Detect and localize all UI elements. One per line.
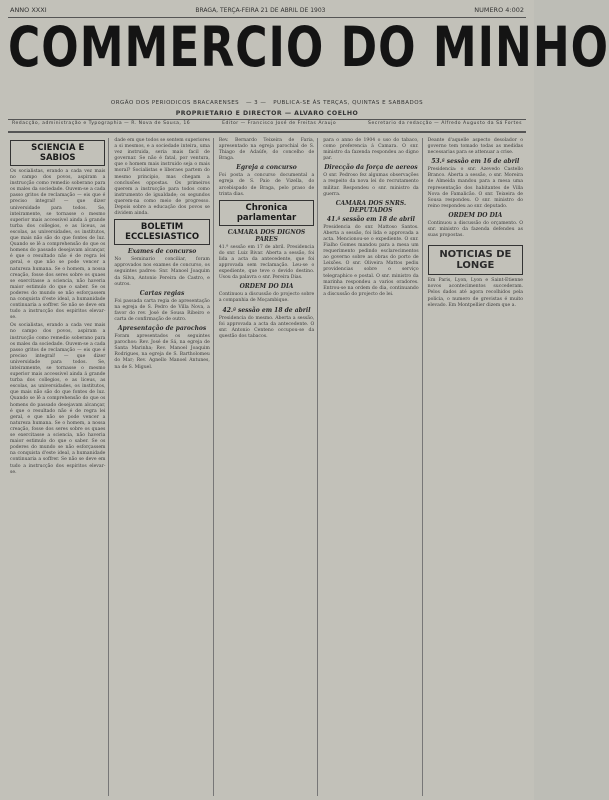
issue-number: NUMERO 4:002 <box>474 6 524 14</box>
article-text: No Seminario conciliar, foram approvados nos exames de concurso, os seguintes padres: Snr. Manoel Joaquim da Silva, Antonio Pereira de Castro, e outros. <box>114 257 210 287</box>
column-5 <box>428 138 526 796</box>
mid-rule <box>8 119 526 120</box>
heading-sciencia: SCIENCIA E SABIOS <box>10 140 105 166</box>
subheading-ordem: ORDEM DO DIA <box>239 283 294 291</box>
article-text: para o anno de 1904 o uso do tabaco, como preferencia á Camara. O snr. ministro da fazenda respondeu ao digno par. <box>323 138 419 162</box>
editor-text: Editor — Francisco José de Freitas Araujo <box>222 121 337 126</box>
office-text: Redacção, administração e Typographia — R. Nova de Sousa, 16 <box>12 121 191 126</box>
article-text: Deante d'aquelle aspecto desolador o governo tem tomado todas as medidas necessarias para se attenuar a crise. <box>427 138 524 156</box>
article-text: Foi passada carta regia de apresentação na egreja de S. Pedro de Villa Nova, a favor do rev. José de Sousa Ribeiro e carta de confirmação de outro. <box>114 298 210 322</box>
article-text: dade em que todos se sentem superiores a si mesmos, e a sociedade inteira, uma vez instruida, seria mais facil de governar. Se não é fatal, por ventura, que o homem mais instruido seja o mais moral? Socialistas e liberaes partem do mesmo principio, mas chegam a conclusões oppostas. Os primeiros querem a instrucção para todos como instrumento de igualdade; os segundos querem-na como meio de progresso. Depois sobre a educação dos povos se dividem ainda. <box>114 138 210 217</box>
article-text: Continuou a discussão do orçamento. O snr. ministro da fazenda defendeu as suas propostas. <box>427 220 524 239</box>
dateline: BRAGA, TERÇA-FEIRA 21 DE ABRIL DE 1903 <box>195 6 326 14</box>
year-label: ANNO XXXI <box>10 6 47 14</box>
subheading-direccao: Direcção da força de aereos <box>324 164 418 172</box>
column-4 <box>323 138 422 796</box>
organ-dash: — 3 — <box>245 100 267 106</box>
header-topline <box>10 4 524 16</box>
article-text: Presidencia: o snr. Azevedo Castello Branco. Aberta a sessão, o snr. Moreira de Almeida mandou para a mesa uma representação dos habitantes de Villa Nova de Famalicão. O snr. Teixeira de Sousa respondeu. O snr. ministro do reino respondeu ao snr. deputado. <box>427 167 524 209</box>
column-1 <box>10 138 109 796</box>
column-3 <box>219 138 318 796</box>
office-line <box>0 121 534 126</box>
subheading-egreja: Egreja a concurso <box>236 164 297 172</box>
article-text: Presidencia do mesmo. Aberta a sessão, foi approvada a acta da antecedente. O snr. Antonio Centeno occupou-se da questão dos tabacos. <box>218 315 315 339</box>
column-2 <box>114 138 213 796</box>
heading-boletim: BOLETIM ECCLESIASTICO <box>114 219 209 245</box>
article-text: Em Paris, Lyon, Lyon e Saint-Etienne novos acontecimentos succederam. Pelos dados até agora recolhidos pela policia, o numero de grevistas é muito elevado. Em Montpellier dizem que a. <box>427 278 524 308</box>
subheading-camara-deputados: CAMARA DOS SNRS. DEPUTADOS <box>335 199 407 214</box>
article-text: O snr. Pedroso fez algumas observações a respeito da nova lei do recrutamento militar. Respondeu o snr. ministro da guerra. <box>323 173 419 197</box>
heading-noticias: NOTICIAS DE LONGE <box>428 245 523 275</box>
subheading-cartas: Cartas regias <box>139 289 185 297</box>
article-text: Foi posta a concurso documental a egreja de S. Paio de Vizella, do arcebispado de Braga, pelo praso de trinta dias. <box>218 173 315 197</box>
article-text: 41.ª sessão em 17 de abril. Presidencia do snr. Luiz Bivar. Aberta a sessão, foi lida a acta da antecedente, que foi approvada sem reclamação. Leu-se o expediente, que teve o devido destino. Usou da palavra o snr. Pereira Dias. <box>218 244 315 281</box>
article-text: Foram apresentados os seguintes parochos: Rev. José de Sá, na egreja de Santa Marinha; Rev. Manoel Joaquim Rodrigues, na egreja de S. Bartholomeu do Mar; Rev. Agnello Manoel Antunes, na de S. Miguel. <box>114 334 210 370</box>
columns <box>10 138 526 796</box>
schedule-text: PUBLICA-SE ÁS TERÇAS, QUINTAS E SABBADOS <box>273 100 424 106</box>
subheading-sessao-53: 53.ª sessão em 16 de abril <box>431 158 520 166</box>
owner-line: PROPRIETARIO E DIRECTOR — ALVARO COELHO <box>175 110 359 117</box>
article-text: Continuou a discussão do projecto sobre a companhia de Moçambique. <box>218 292 315 304</box>
subheading-exames: Exames de concurso <box>127 248 197 256</box>
article-text: Rev. Bernardo Teixeira de Faria, apresentado na egreja parochial de S. Thiago de Adaúfe, do concelho de Braga. <box>218 138 315 162</box>
newspaper-title: COMMERCIO DO MINHO <box>8 16 609 80</box>
subheading-sessao-42: 42.ª sessão em 18 de abril <box>222 306 311 314</box>
secretary-text: Secretario da redacção — Alfredo Augusto da Sá Fortes <box>368 121 522 126</box>
organ-line <box>0 100 534 106</box>
article-text-2: Os socialistas, erando a cada vez mais no campo dos povos, aspiram a instrucção como remedio soberano para os males da sociedade. Ouvem-se a cada passo gritos de reclamação — eis que é preciso integral! — que dizer universidade para todos. Se, inteiramente, se tornasse o mesmo superior mais accessivel ainda á grande turba dos collegios, e as liceus, as escolas, as universidades, os institutos, que mais não são do que fontes de luz. Quando se lê a comprehensão do que os homens do passado desejavam alcançar, é que o resultado não é de regra lei geral, e que não se pode vencer a natureza humana. Se o homem, a nossa creação, fosse dos seres sobre os quaes se exercitasse a sciencia, não haveria maior estimulo do que o saber. Se os poderes do mundo se não esforçassem na conquista d'este ideal, a humanidade continuaria a soffrer. Se não se deve em tudo a instrucção dos espiritos elevar-se. <box>10 323 106 475</box>
subheading-sessao-41: 41.ª sessão em 18 de abril <box>326 215 415 223</box>
subheading-ordem-dia: ORDEM DO DIA <box>448 211 503 219</box>
article-text: Os socialistas, erando a cada vez mais no campo dos povos, aspiram a instrucção como remedio soberano para os males da sociedade. Ouvem-se a cada passo gritos de reclamação — eis que é preciso integral! — que dizer universidade para todos. Se, inteiramente, se tornasse o mesmo superior mais accessivel ainda á grande turba dos collegios, e as liceus, as escolas, as universidades, os institutos, que mais não são do que fontes de luz. Quando se lê a comprehensão do que os homens do passado desejavam alcançar, é que o resultado não é de regra lei geral, e que não se pode vencer a natureza humana. Se o homem, a nossa creação, fosse dos seres sobre os quaes se exercitasse a sciencia, não haveria maior estimulo do que o saber. Se os poderes do mundo se não esforçassem na conquista d'este ideal, a humanidade continuaria a soffrer. Se não se deve em tudo a instrucção dos espiritos elevar-se. <box>10 169 106 321</box>
subheading-camara-pares: CAMARA DOS DIGNOS PARES <box>227 228 306 243</box>
organ-text: ORGÃO DOS PERIODICOS BRACARENSES <box>110 100 240 106</box>
heading-chronica: Chronica parlamentar <box>219 200 314 226</box>
article-text: Presidencia do snr. Mattoso Santos. Aberta a sessão, foi lida e approvada a acta. Mencionou-se o expediente. O snr. Fialho Gomes mandou para a mesa um requerimento pedindo esclarecimentos ao governo sobre as obras do porto de Leixões. O snr. Oliveira Mattos pediu providencias sobre o serviço telegraphico e postal. O snr. ministro da marinha respondeu a varios oradores. Entrou-se na ordem do dia, continuando a discussão do projecto de lei. <box>323 224 419 297</box>
bottom-rule <box>8 131 526 133</box>
masthead <box>8 16 609 99</box>
subheading-apresentacao: Apresentação de parochos <box>117 325 207 333</box>
